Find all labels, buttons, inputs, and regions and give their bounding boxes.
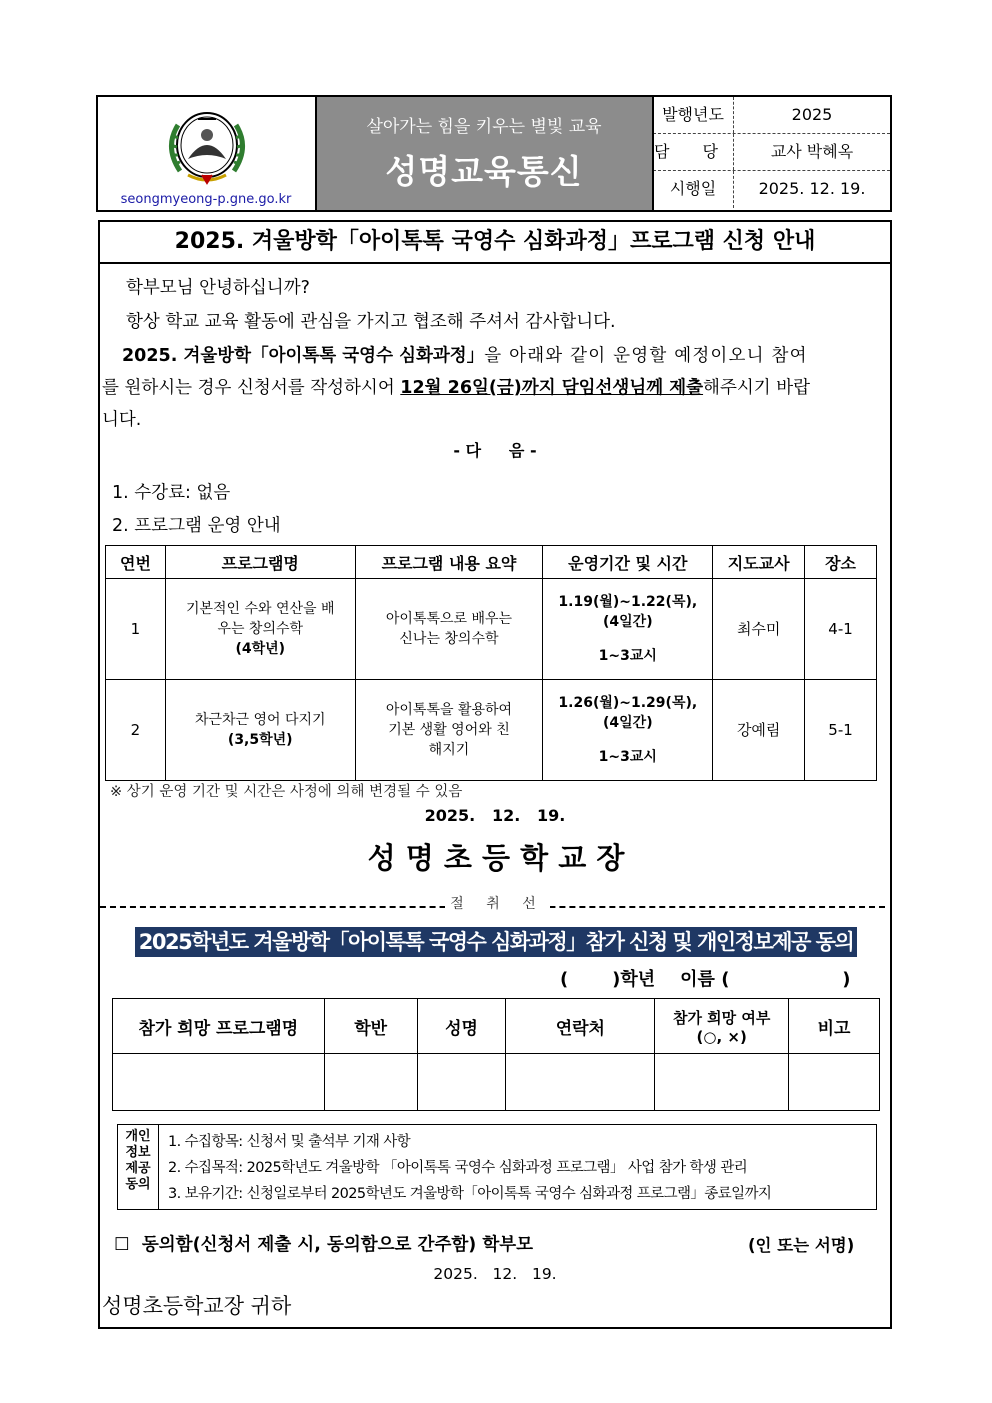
meta-value: 2025 (791, 105, 833, 124)
cell-summary (355, 579, 543, 680)
privacy-item: 3. 보유기간: 신청일로부터 2025학년도 겨울방학「아이톡톡 국영수 심화과정 프로그램」종료일까지 (168, 1186, 772, 1202)
participation-input[interactable] (655, 1054, 789, 1111)
cell-teacher: 최수미 (713, 579, 805, 680)
meta-row-teacher (653, 134, 890, 171)
cell-no: 2 (106, 680, 166, 781)
privacy-label-line: 개인 (125, 1129, 151, 1144)
program-days: (4일간) (603, 715, 653, 731)
table-row (106, 579, 877, 680)
program-days: (4일간) (603, 614, 653, 630)
grade-name-line[interactable]: ( )학년 이름 ( ) (560, 969, 851, 990)
agree-checkbox-line[interactable]: ☐ 동의함(신청서 제출 시, 동의함으로 간주함) 학부모 (114, 1235, 534, 1255)
col-header: 프로그램 내용 요약 (355, 546, 543, 579)
cell-period (543, 579, 713, 680)
privacy-label-line: 동의 (125, 1177, 151, 1192)
cut-line-label: 절 취 선 (445, 893, 550, 913)
item-fee: 1. 수강료: 없음 (112, 483, 231, 503)
consent-date: 2025. 12. 19. (433, 1265, 557, 1283)
meta-key: 발행년도 (653, 97, 734, 133)
contact-input[interactable] (506, 1054, 655, 1111)
program-name-input[interactable] (113, 1054, 325, 1111)
table-row (106, 680, 877, 781)
program-table (105, 545, 877, 781)
body-line-3: 니다. (102, 410, 142, 430)
consent-form-title: 2025학년도 겨울방학「아이톡톡 국영수 심화과정」참가 신청 및 개인정보제공 동의서 (135, 927, 857, 957)
divider (652, 97, 654, 210)
table-header-row (106, 546, 877, 579)
meta-value: 교사 박혜옥 (770, 142, 854, 161)
program-grade: (4학년) (235, 641, 286, 657)
col-header-participation (655, 999, 789, 1054)
student-name-input[interactable] (417, 1054, 506, 1111)
col-header: 연락처 (506, 999, 655, 1054)
cell-place: 4-1 (805, 579, 877, 680)
principal-title: 성 명 초 등 학 교 장 (367, 841, 625, 875)
col-header: 비고 (789, 999, 880, 1054)
divider (315, 97, 317, 210)
col-header: 연번 (106, 546, 166, 579)
privacy-consent-box (117, 1124, 877, 1210)
meta-row-year (653, 97, 890, 134)
item-program-guide: 2. 프로그램 운영 안내 (112, 516, 281, 536)
program-period: 1.26(월)~1.29(목), (558, 695, 698, 711)
greeting-line-1: 학부모님 안녕하십니까? (126, 278, 310, 298)
issue-date: 2025. 12. 19. (424, 806, 566, 825)
program-period: 1.19(월)~1.22(목), (558, 594, 698, 610)
body-text: 해주시기 바랍 (703, 378, 811, 398)
col-header: 운영기간 및 시간 (543, 546, 713, 579)
newsletter-title: 성명교육통신 (385, 152, 583, 191)
meta-key: 시행일 (653, 171, 734, 208)
school-url[interactable]: seongmyeong-p.gne.go.kr (120, 192, 292, 207)
greeting-line-2: 항상 학교 교육 활동에 관심을 가지고 협조해 주셔서 감사합니다. (126, 312, 616, 332)
slogan: 살아가는 힘을 키우는 별빛 교육 (366, 117, 602, 137)
form-input-row (113, 1054, 880, 1111)
meta-row-date (653, 171, 890, 208)
body-line-1 (122, 342, 888, 367)
program-time: 1~3교시 (598, 648, 657, 664)
col-header: 참가 희망 여부 (672, 1008, 771, 1027)
schedule-note: ※ 상기 운영 기간 및 시간은 사정에 의해 변경될 수 있음 (110, 784, 463, 800)
form-header-row (113, 999, 880, 1054)
privacy-consent-label (118, 1125, 159, 1209)
program-grade: (3,5학년) (227, 732, 293, 748)
cell-period (543, 680, 713, 781)
privacy-items (168, 1129, 771, 1207)
col-header: 참가 희망 프로그램명 (113, 999, 325, 1054)
cell-program-name (165, 579, 355, 680)
notice-title: 2025. 겨울방학「아이톡톡 국영수 심화과정」프로그램 신청 안내 (98, 220, 892, 264)
program-summary: 아이톡톡을 활용하여 기본 생활 영어와 친해지기 (385, 702, 513, 758)
privacy-label-line: 정보 (125, 1145, 151, 1160)
privacy-item: 1. 수집항목: 신청서 및 출석부 기재 사항 (168, 1134, 411, 1150)
cell-place: 5-1 (805, 680, 877, 781)
issue-meta (653, 97, 890, 210)
application-form-table (112, 998, 880, 1111)
col-header: 학반 (324, 999, 417, 1054)
privacy-label-line: 제공 (125, 1161, 151, 1176)
col-header: 지도교사 (713, 546, 805, 579)
cell-program-name (165, 680, 355, 781)
program-name: 기본적인 수와 연산을 배우는 창의수학 (185, 601, 335, 637)
program-name: 차근차근 영어 다지기 (194, 712, 326, 728)
col-header: 프로그램명 (165, 546, 355, 579)
deadline-text: 12월 26일(금)까지 담임선생님께 제출 (400, 378, 704, 398)
body-text: 를 원하시는 경우 신청서를 작성하시어 (102, 378, 401, 398)
col-header: 장소 (805, 546, 877, 579)
addressee: 성명초등학교장 귀하 (102, 1294, 292, 1318)
meta-key: 담 당 (653, 134, 734, 170)
program-name-bold: 2025. 겨울방학「아이톡톡 국영수 심화과정」 (122, 346, 485, 366)
body-text: 을 아래와 같이 운영할 예정이오니 참여 (484, 346, 808, 366)
cell-summary (355, 680, 543, 781)
separator-heading: - 다 음 - (453, 441, 537, 460)
col-header: 성명 (417, 999, 506, 1054)
program-summary: 아이톡톡으로 배우는 신나는 창의수학 (385, 611, 513, 647)
signature-note: (인 또는 서명) (748, 1236, 855, 1255)
col-header-sub: (○, ×) (696, 1027, 747, 1046)
body-line-2 (102, 374, 888, 399)
class-input[interactable] (324, 1054, 417, 1111)
meta-value: 2025. 12. 19. (758, 179, 866, 198)
privacy-item: 2. 수집목적: 2025학년도 겨울방학 「아이톡톡 국영수 심화과정 프로그램」 사업 참가 학생 관리 (168, 1160, 748, 1176)
school-emblem-icon (158, 105, 256, 187)
cell-teacher: 강예림 (713, 680, 805, 781)
cell-no: 1 (106, 579, 166, 680)
program-time: 1~3교시 (598, 749, 657, 765)
remarks-input[interactable] (789, 1054, 880, 1111)
